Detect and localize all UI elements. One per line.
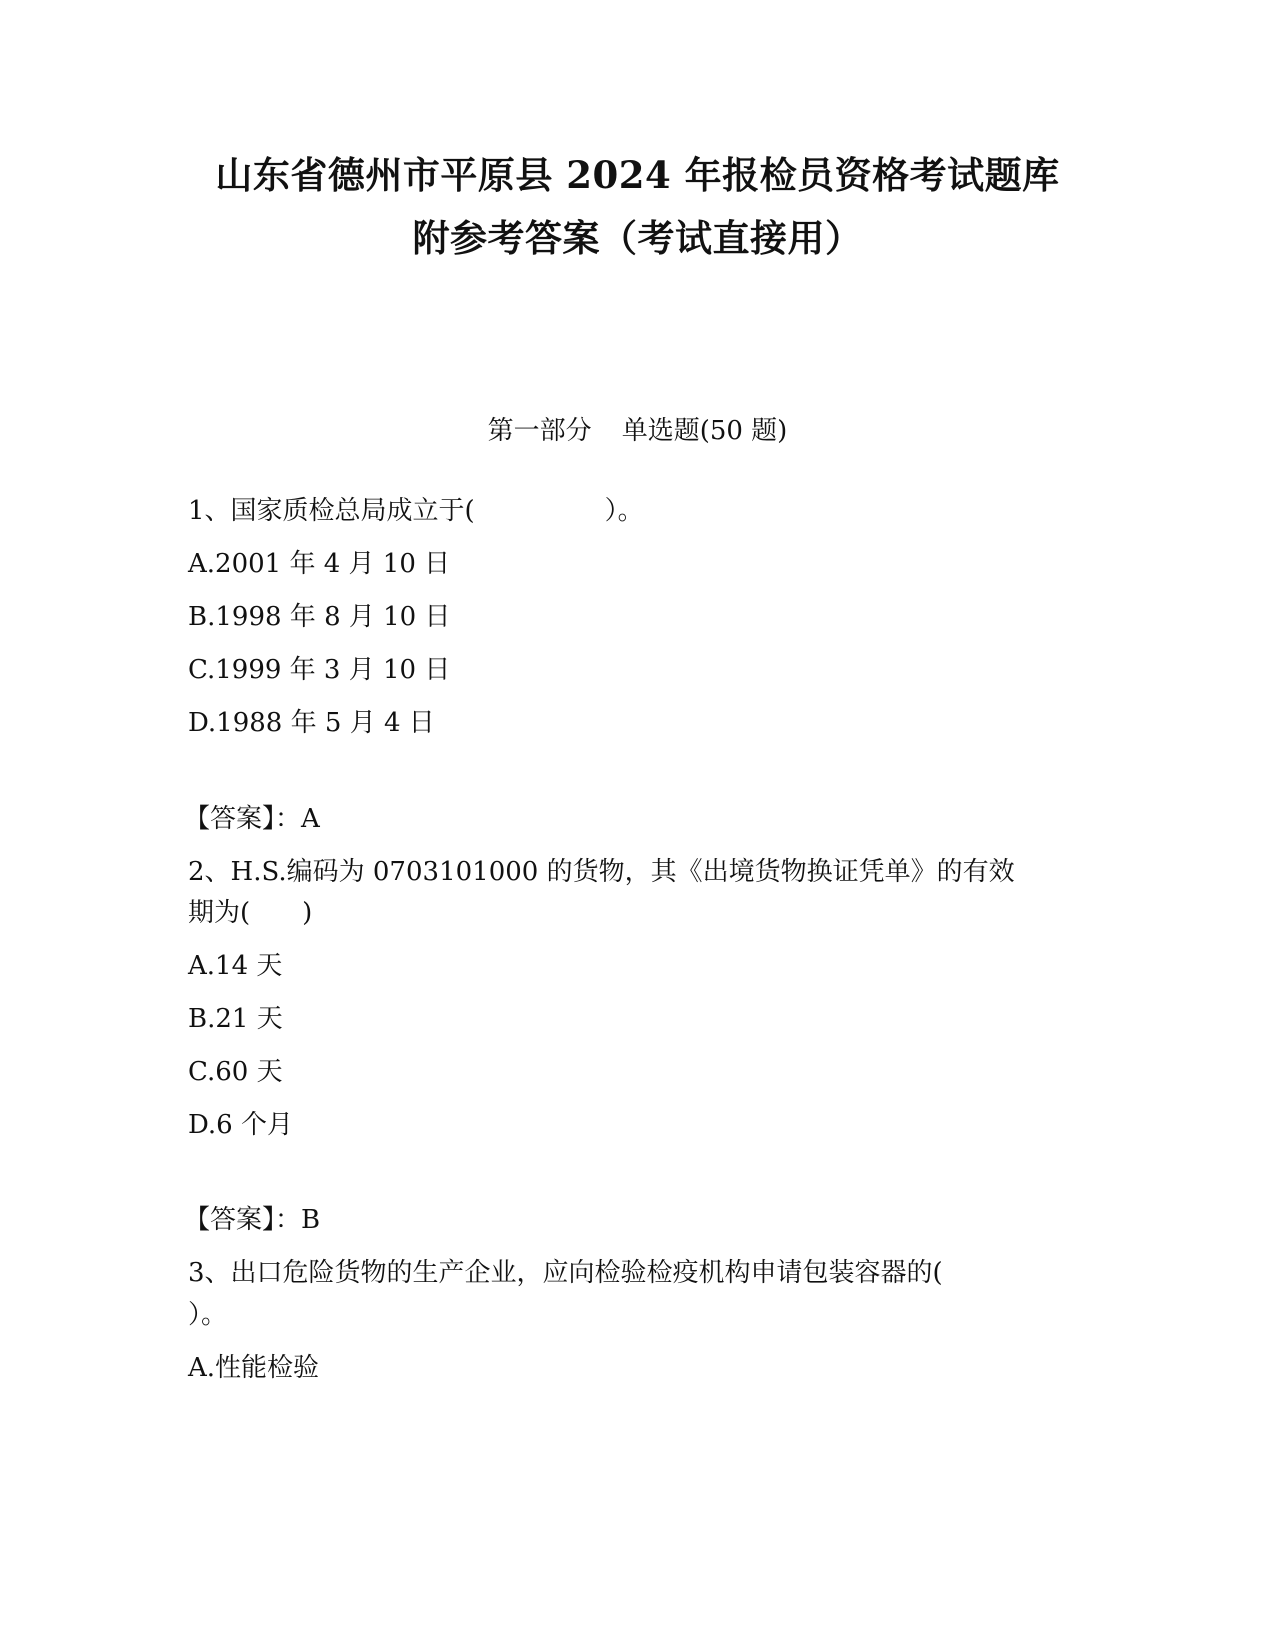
- question-3-option-a: A.性能检验: [188, 1353, 320, 1383]
- section-heading: [0, 418, 1275, 444]
- question-2-option-d: D.6 个月: [188, 1110, 293, 1140]
- question-3-stem-line-2: ）。: [188, 1300, 228, 1330]
- document-title-line-2: 附参考答案（考试直接用）: [412, 216, 863, 260]
- section-part: 第一部分: [487, 416, 592, 446]
- question-2-option-c: C.60 天: [188, 1057, 283, 1087]
- question-2-stem-line-2: 期为( ): [188, 898, 313, 928]
- document-title-line-1: 山东省德州市平原县 2024 年报检员资格考试题库: [215, 153, 1060, 197]
- question-1-option-c: C.1999 年 3 月 10 日: [188, 655, 451, 685]
- question-1-stem: 1、国家质检总局成立于( ）。: [188, 496, 644, 526]
- question-3-stem-line-1: 3、出口危险货物的生产企业，应向检验检疫机构申请包装容器的(: [188, 1258, 943, 1288]
- question-1-option-b: B.1998 年 8 月 10 日: [188, 602, 451, 632]
- question-1-option-a: A.2001 年 4 月 10 日: [188, 549, 451, 579]
- question-2-answer: 【答案】：B: [184, 1205, 321, 1235]
- section-name: 单选题(50 题): [621, 416, 788, 446]
- question-2-option-a: A.14 天: [188, 951, 283, 981]
- question-1-option-d: D.1988 年 5 月 4 日: [188, 708, 435, 738]
- question-2-option-b: B.21 天: [188, 1004, 283, 1034]
- question-2-stem-line-1: 2、H.S.编码为 0703101000 的货物，其《出境货物换证凭单》的有效: [188, 857, 1015, 887]
- question-1-answer: 【答案】：A: [184, 804, 320, 834]
